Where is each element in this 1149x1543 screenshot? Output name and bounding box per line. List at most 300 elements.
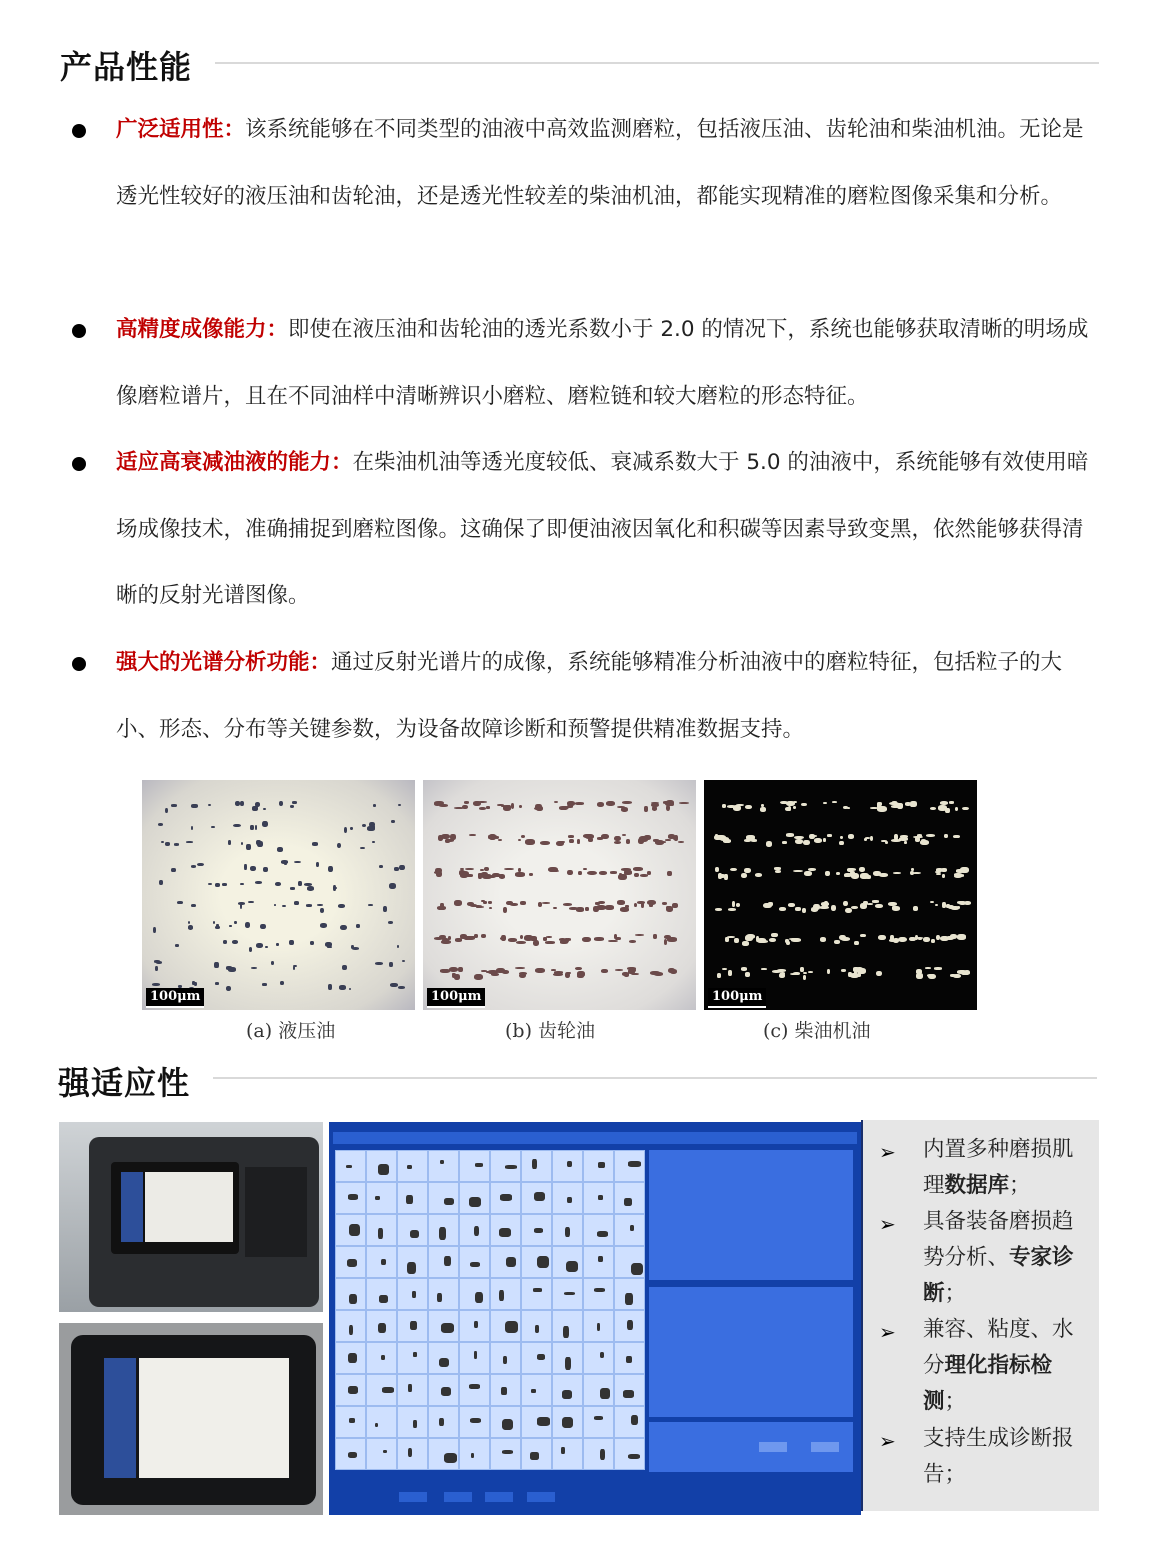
- wear-particle: [249, 947, 253, 952]
- wear-particle: [955, 807, 959, 811]
- feature-paragraph: [116, 630, 1101, 763]
- particle-thumbnail: [583, 1150, 614, 1182]
- wear-particle: [844, 874, 849, 877]
- wear-particle: [232, 940, 238, 944]
- wear-particle: [294, 901, 299, 905]
- particle-thumbnail: [614, 1150, 645, 1182]
- wear-particle: [961, 971, 969, 975]
- particle-thumbnail: [490, 1374, 521, 1406]
- wear-particle: [563, 903, 573, 906]
- feature-bold: 理化指标检测: [923, 1353, 1053, 1414]
- particle-thumbnail: [521, 1310, 552, 1342]
- wear-particle: [246, 844, 251, 850]
- wear-particle: [786, 941, 790, 945]
- particle-thumbnail: [397, 1438, 428, 1470]
- wear-particle: [944, 834, 948, 838]
- wear-particle: [851, 906, 858, 910]
- wear-particle: [803, 840, 810, 846]
- feature-item: [923, 1421, 1093, 1493]
- wear-particle: [639, 836, 648, 841]
- wear-particle: [502, 970, 509, 974]
- wear-particle: [766, 841, 773, 846]
- wear-particle: [662, 902, 667, 905]
- wear-particle: [736, 804, 744, 807]
- wear-particle: [448, 936, 451, 940]
- punct: ；: [944, 1389, 967, 1414]
- wear-particle: [465, 868, 474, 871]
- wear-particle: [575, 802, 584, 805]
- wear-particle: [912, 872, 922, 874]
- particle-thumbnail: [583, 1374, 614, 1406]
- wear-particle: [553, 907, 556, 910]
- wear-particle: [240, 883, 244, 886]
- wear-particle: [250, 866, 256, 871]
- wear-particle: [925, 967, 931, 969]
- wear-particle: [518, 839, 521, 841]
- feature-key: 强大的光谱分析功能：: [116, 650, 332, 675]
- wear-particle: [349, 988, 351, 990]
- wear-particle: [533, 940, 539, 946]
- wear-particle: [859, 867, 865, 872]
- wear-particle: [851, 873, 859, 879]
- particle-thumbnail: [366, 1310, 397, 1342]
- wear-particle: [795, 907, 800, 911]
- figure-caption: (c) 柴油机油: [763, 1020, 871, 1042]
- wear-particle: [872, 900, 878, 902]
- wear-particle: [536, 806, 543, 811]
- particle-thumbnail: [521, 1278, 552, 1310]
- wear-particle: [879, 873, 888, 877]
- wear-particle: [265, 946, 268, 948]
- particle-thumbnail: [335, 1438, 366, 1470]
- particle-thumbnail: [428, 1438, 459, 1470]
- wear-particle: [670, 969, 678, 974]
- wear-particle: [814, 838, 823, 843]
- wear-particle: [516, 941, 526, 945]
- scale-bar: 100μm: [708, 988, 766, 1008]
- wear-particle: [614, 836, 620, 842]
- micrograph-hydraulic-oil: [142, 780, 415, 1010]
- wear-particle: [728, 970, 732, 975]
- particle-thumbnail: [366, 1214, 397, 1246]
- particle-thumbnail: [552, 1374, 583, 1406]
- feature-item: [923, 1132, 1093, 1204]
- wear-particle: [587, 871, 597, 876]
- particle-thumbnail: [614, 1278, 645, 1310]
- wear-particle: [538, 902, 543, 907]
- particle-thumbnail: [583, 1342, 614, 1374]
- wear-particle: [761, 968, 767, 970]
- wear-particle: [597, 802, 604, 807]
- wear-particle: [964, 901, 972, 905]
- particle-thumbnail: [459, 1310, 490, 1342]
- bullet-icon: [72, 124, 86, 138]
- wear-particle: [585, 907, 588, 911]
- wear-particle: [722, 804, 726, 808]
- wear-particle: [804, 871, 812, 876]
- wear-particle: [860, 934, 866, 937]
- feature-key: 高精度成像能力：: [116, 317, 289, 342]
- wear-particle: [328, 984, 332, 989]
- wear-particle: [372, 841, 374, 843]
- particle-thumbnail: [459, 1214, 490, 1246]
- wear-particle: [650, 971, 659, 975]
- arrow-bullet-icon: ➢: [879, 1212, 896, 1236]
- wear-particle: [802, 908, 806, 913]
- wear-particle: [215, 883, 220, 887]
- wear-particle: [255, 802, 261, 807]
- particle-thumbnail: [366, 1182, 397, 1214]
- particle-thumbnail: [397, 1374, 428, 1406]
- wear-particle: [389, 962, 392, 967]
- particle-thumbnail: [490, 1182, 521, 1214]
- particle-thumbnail: [428, 1182, 459, 1214]
- wear-particle: [402, 960, 406, 962]
- wear-particle: [779, 973, 785, 978]
- wear-particle: [909, 937, 915, 941]
- wear-particle: [488, 901, 492, 904]
- wear-particle: [848, 972, 851, 977]
- wear-particle: [622, 834, 627, 836]
- wear-particle: [248, 901, 254, 904]
- wear-particle: [665, 839, 671, 841]
- section-divider: [215, 62, 1099, 64]
- wear-particle: [491, 973, 498, 976]
- wear-particle: [521, 835, 526, 838]
- wear-particle: [251, 967, 257, 969]
- wear-particle: [653, 934, 657, 938]
- particle-thumbnail: [614, 1246, 645, 1278]
- wear-particle: [730, 868, 737, 872]
- wear-particle: [621, 868, 630, 871]
- wear-particle: [569, 839, 574, 843]
- wear-particle: [575, 967, 582, 971]
- particle-thumbnail: [397, 1310, 428, 1342]
- wear-particle: [666, 906, 673, 912]
- wear-particle: [352, 947, 360, 950]
- wear-particle: [158, 823, 163, 826]
- wear-particle: [599, 871, 607, 875]
- bullet-icon: [72, 657, 86, 671]
- particle-thumbnail: [459, 1342, 490, 1374]
- wear-particle: [734, 938, 739, 943]
- wear-particle: [375, 962, 383, 965]
- wear-particle: [263, 867, 268, 872]
- punct: ；: [944, 1281, 967, 1306]
- wear-particle: [631, 973, 639, 976]
- wear-particle: [194, 982, 197, 986]
- wear-particle: [214, 962, 218, 968]
- wear-particle: [171, 804, 177, 807]
- wear-particle: [540, 841, 550, 845]
- bullet-icon: [72, 457, 86, 471]
- wear-particle: [569, 907, 578, 910]
- wear-particle: [388, 921, 393, 924]
- wear-particle: [503, 907, 507, 913]
- wear-particle: [177, 901, 183, 904]
- wear-particle: [678, 841, 684, 843]
- wear-particle: [234, 921, 237, 925]
- wear-particle: [368, 904, 373, 906]
- particle-thumbnail: [459, 1246, 490, 1278]
- wear-particle: [391, 820, 395, 823]
- particle-thumbnail: [521, 1214, 552, 1246]
- wear-particle: [262, 983, 267, 986]
- feature-key: 适应高衰减油液的能力：: [116, 450, 353, 475]
- wear-particle: [240, 801, 244, 807]
- section-title-adaptability: 强适应性: [58, 1064, 191, 1102]
- wear-particle: [520, 901, 526, 905]
- particle-thumbnail: [521, 1438, 552, 1470]
- wear-particle: [174, 843, 180, 845]
- wear-particle: [957, 906, 961, 909]
- wear-particle: [923, 937, 930, 942]
- wear-particle: [454, 900, 462, 906]
- wear-particle: [633, 867, 642, 871]
- wear-particle: [848, 834, 854, 838]
- particle-thumbnail: [397, 1278, 428, 1310]
- particle-thumbnail: [428, 1342, 459, 1374]
- particle-thumbnail: [335, 1214, 366, 1246]
- wear-particle: [397, 945, 399, 948]
- wear-particle: [290, 887, 295, 889]
- wear-particle: [865, 837, 871, 839]
- scale-bar: 100μm: [146, 988, 204, 1008]
- wear-particle: [885, 841, 888, 844]
- wear-particle: [915, 837, 920, 841]
- wear-particle: [255, 825, 257, 830]
- particle-thumbnail: [335, 1182, 366, 1214]
- particle-thumbnail: [521, 1342, 552, 1374]
- wear-particle: [827, 969, 830, 974]
- wear-particle: [860, 903, 867, 909]
- wear-particle: [155, 966, 158, 971]
- wear-particle: [223, 940, 227, 944]
- wear-particle: [316, 862, 319, 867]
- particle-thumbnail: [366, 1150, 397, 1182]
- wear-particle: [545, 941, 555, 944]
- wear-particle: [788, 903, 795, 907]
- wear-particle: [290, 805, 295, 808]
- wear-particle: [635, 934, 644, 936]
- wear-particle: [779, 907, 786, 911]
- wear-particle: [793, 806, 796, 809]
- particle-thumbnail: [397, 1246, 428, 1278]
- particle-thumbnail: [490, 1150, 521, 1182]
- wear-particle: [542, 902, 550, 904]
- wear-particle: [634, 903, 638, 908]
- particle-thumbnail: [521, 1150, 552, 1182]
- wear-particle: [620, 907, 630, 912]
- wear-particle: [171, 868, 176, 872]
- wear-particle: [916, 973, 923, 978]
- wear-particle: [742, 941, 749, 946]
- wear-particle: [715, 908, 722, 911]
- wear-particle: [228, 967, 236, 972]
- wear-particle: [518, 868, 521, 872]
- wear-particle: [942, 874, 945, 878]
- wear-particle: [344, 827, 348, 833]
- wear-particle: [238, 902, 245, 905]
- wear-particle: [732, 901, 735, 907]
- wear-particle: [926, 834, 936, 837]
- feature-item: [923, 1204, 1093, 1312]
- micrograph-gear-oil: [423, 780, 696, 1010]
- wear-particle: [936, 873, 941, 875]
- wear-particle: [870, 836, 873, 841]
- wear-particle: [878, 935, 886, 940]
- wear-particle: [310, 941, 314, 945]
- wear-particle: [910, 801, 917, 807]
- wear-particle: [191, 865, 197, 868]
- wear-particle: [360, 847, 365, 850]
- wear-particle: [715, 867, 719, 872]
- wear-particle: [515, 967, 525, 969]
- wear-particle: [263, 808, 266, 811]
- wear-particle: [276, 943, 279, 946]
- wear-particle: [277, 847, 283, 852]
- figure-caption: (b) 齿轮油: [505, 1020, 596, 1042]
- wear-particle: [841, 937, 851, 941]
- particle-thumbnail: [552, 1246, 583, 1278]
- wear-particle: [942, 936, 947, 941]
- wear-particle: [256, 943, 263, 948]
- particle-thumbnail: [552, 1342, 583, 1374]
- wear-particle: [394, 867, 399, 871]
- particle-thumbnail: [428, 1214, 459, 1246]
- wear-particle: [606, 801, 615, 806]
- feature-text: 该系统能够在不同类型的油液中高效监测磨粒，包括液压油、齿轮油和柴油机油。无论是透光性较好的液压油和齿轮油，还是透光性较差的柴油机油，都能实现精准的磨粒图像采集和分析。: [116, 117, 1084, 209]
- wear-particle: [605, 905, 614, 910]
- particle-thumbnail: [397, 1214, 428, 1246]
- wear-particle: [621, 807, 628, 812]
- wear-particle: [306, 904, 313, 906]
- device-case-photo: [59, 1122, 323, 1312]
- wear-particle: [271, 961, 275, 965]
- wear-particle: [808, 971, 814, 973]
- wear-particle: [582, 937, 591, 942]
- wear-particle: [795, 839, 803, 844]
- wear-particle: [436, 871, 442, 876]
- wear-particle: [215, 982, 219, 985]
- wear-particle: [746, 934, 756, 939]
- wear-particle: [957, 901, 964, 904]
- wear-particle: [567, 972, 570, 974]
- wear-particle: [847, 868, 855, 871]
- figure-caption: (a) 液压油: [246, 1020, 336, 1042]
- wear-particle: [615, 969, 623, 971]
- wear-particle: [241, 842, 243, 845]
- particle-thumbnail: [583, 1182, 614, 1214]
- particle-thumbnail: [552, 1214, 583, 1246]
- particle-thumbnail: [397, 1182, 428, 1214]
- particle-thumbnail: [366, 1374, 397, 1406]
- wear-particle: [367, 826, 375, 831]
- wear-particle: [843, 901, 848, 907]
- wear-particle: [524, 935, 533, 941]
- wear-particle: [152, 983, 160, 986]
- wear-particle: [449, 967, 458, 972]
- wear-particle: [312, 842, 318, 845]
- wear-particle: [960, 867, 969, 873]
- wear-particle: [823, 802, 827, 804]
- wear-particle: [834, 940, 840, 944]
- wear-particle: [560, 940, 568, 943]
- wear-particle: [820, 937, 827, 942]
- particle-thumbnail: [552, 1310, 583, 1342]
- wear-particle: [755, 873, 763, 877]
- wear-particle: [813, 904, 819, 910]
- wear-particle: [250, 825, 253, 830]
- particle-thumbnail: [490, 1310, 521, 1342]
- wear-particle: [857, 973, 861, 977]
- wear-particle: [208, 804, 211, 806]
- wear-particle: [673, 837, 678, 840]
- wear-particle: [292, 801, 297, 804]
- wear-particle: [771, 933, 777, 937]
- wear-particle: [758, 940, 768, 943]
- wear-particle: [715, 834, 718, 837]
- particle-thumbnail: [490, 1342, 521, 1374]
- wear-particle: [647, 871, 651, 875]
- wear-particle: [535, 968, 544, 973]
- particle-thumbnail: [397, 1342, 428, 1374]
- wear-particle: [328, 866, 333, 872]
- bullet-icon: [72, 324, 86, 338]
- particle-thumbnail: [490, 1278, 521, 1310]
- particle-thumbnail: [614, 1214, 645, 1246]
- wear-particle: [245, 922, 251, 928]
- wear-particle: [293, 965, 296, 967]
- particle-thumbnail: [552, 1150, 583, 1182]
- wear-particle: [629, 940, 637, 943]
- wear-particle: [165, 808, 168, 814]
- wear-particle: [320, 908, 325, 913]
- wear-particle: [898, 937, 907, 943]
- particle-thumbnail: [490, 1246, 521, 1278]
- wear-particle: [186, 841, 193, 843]
- wear-particle: [165, 842, 170, 846]
- wear-particle: [845, 908, 852, 914]
- wear-particle: [916, 937, 923, 939]
- wear-particle: [744, 839, 751, 842]
- wear-particle: [543, 937, 547, 940]
- wear-particle: [841, 969, 846, 972]
- wear-particle: [213, 921, 215, 924]
- wear-particle: [379, 865, 383, 869]
- wear-particle: [489, 907, 492, 909]
- wear-particle: [893, 872, 901, 874]
- wear-particle: [515, 872, 525, 876]
- particle-thumbnail: [614, 1438, 645, 1470]
- wear-particle: [342, 965, 347, 970]
- particle-thumbnail: [335, 1278, 366, 1310]
- wear-particle: [746, 835, 754, 839]
- wear-particle: [262, 821, 268, 827]
- feature-text: 在柴油机油等透光度较低、衰减系数大于 5.0 的油液中，系统能够有效使用暗场成像技术，准确捕捉到磨粒图像。这确保了即便油液因氧化和积碳等因素导致变黑，依然能够获得清晰的反射光谱图像。: [116, 450, 1089, 608]
- wear-particle: [720, 837, 728, 841]
- tablet-photo: [59, 1323, 323, 1515]
- wear-particle: [519, 805, 522, 808]
- wear-particle: [175, 944, 179, 947]
- wear-particle: [486, 971, 490, 974]
- particle-thumbnail: [583, 1310, 614, 1342]
- wear-particle: [228, 840, 231, 844]
- particle-thumbnail: [428, 1246, 459, 1278]
- particle-thumbnail: [459, 1374, 490, 1406]
- particle-thumbnail: [552, 1406, 583, 1438]
- wear-particle: [501, 935, 506, 941]
